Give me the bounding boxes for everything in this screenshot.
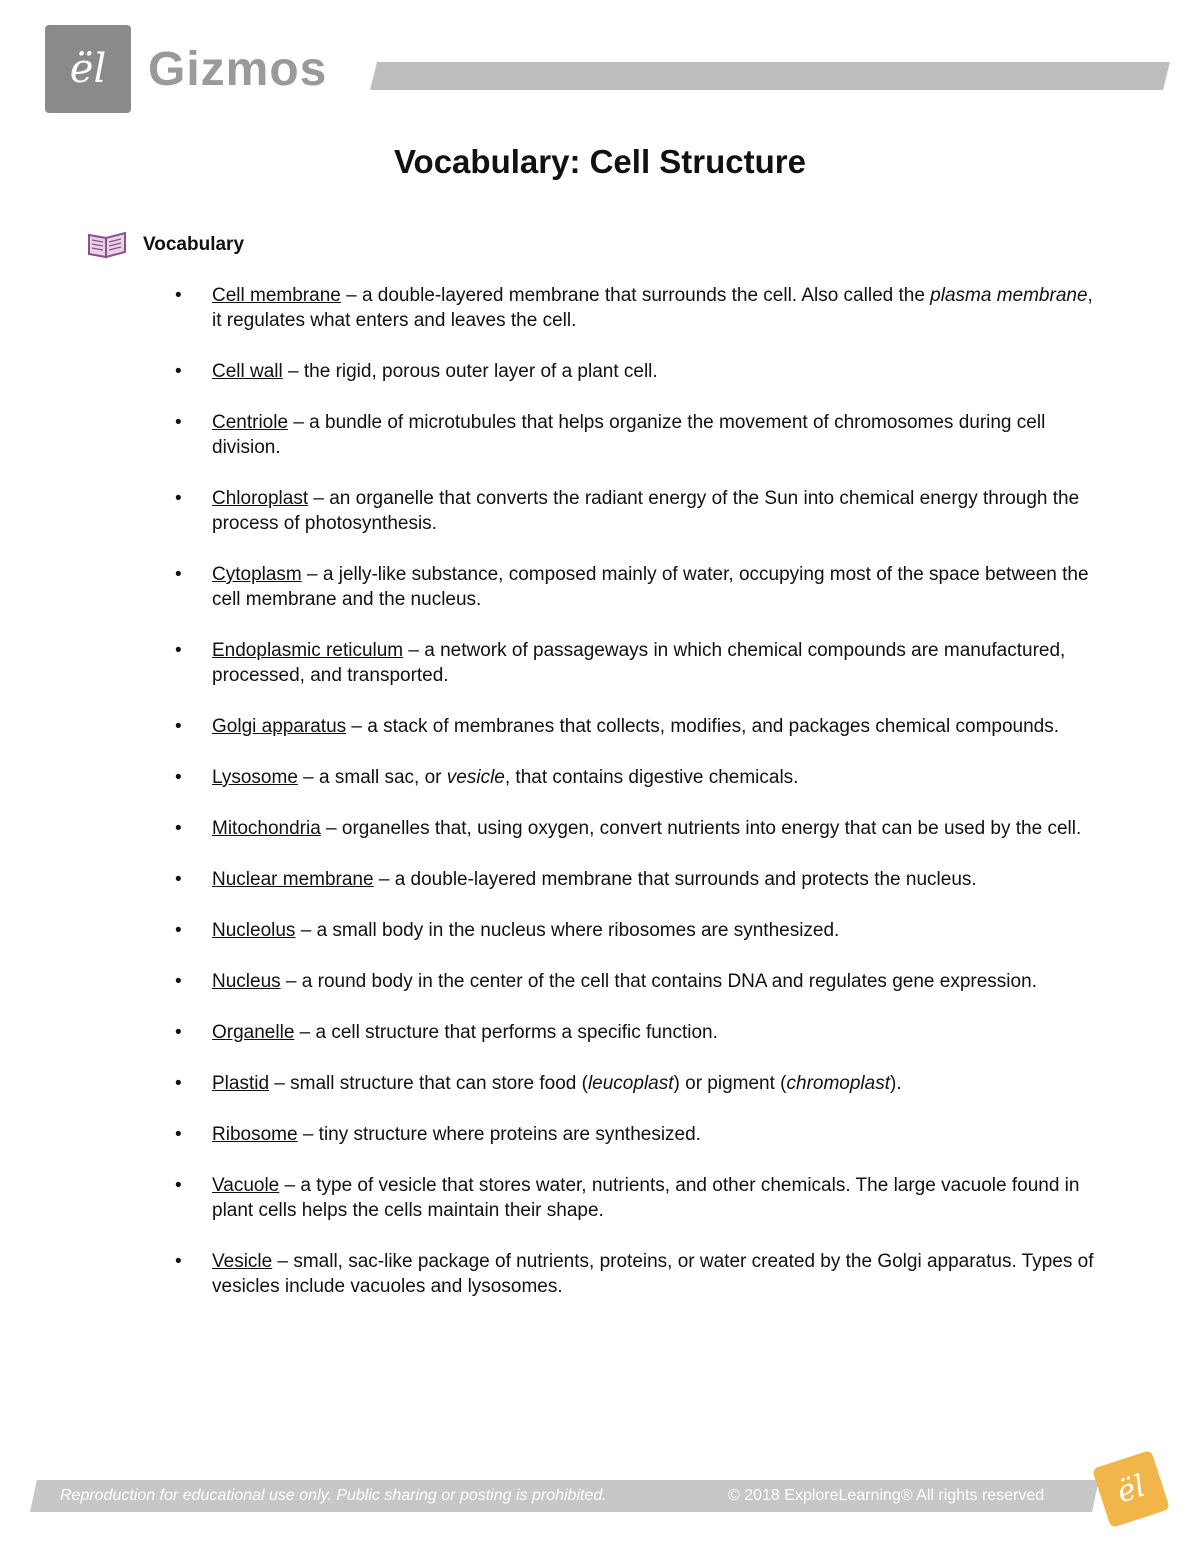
section-label: Vocabulary <box>143 234 245 255</box>
header-bar <box>370 62 1170 90</box>
vocab-term: Nucleolus <box>212 920 296 941</box>
definition-text: a type of vesicle that stores water, nutrients, and other chemicals. The large vacuole found in plant cells helps the cells maintain their shape. <box>212 1175 1080 1221</box>
term-separator: – <box>340 285 362 306</box>
vocab-term: Organelle <box>212 1022 295 1043</box>
definition-text: tiny structure where proteins are synthesized. <box>318 1124 701 1145</box>
vocab-entry <box>175 283 1105 333</box>
explorelearning-logo: ël <box>45 25 131 113</box>
bullet: • <box>175 488 182 509</box>
bullet: • <box>175 767 182 788</box>
bullet: • <box>175 640 182 661</box>
vocab-entry <box>175 1071 1105 1096</box>
vocab-term: Cell wall <box>212 361 283 382</box>
definition-text: small structure that can store food ( <box>290 1073 588 1094</box>
vocab-entry <box>175 1122 1105 1147</box>
bullet: • <box>175 716 182 737</box>
bullet: • <box>175 971 182 992</box>
term-separator: – <box>272 1251 294 1272</box>
vocab-entry <box>175 359 1105 384</box>
footer-copyright: © 2018 ExploreLearning® All rights reserved <box>728 1487 1045 1504</box>
term-separator: – <box>373 869 395 890</box>
bullet: • <box>175 1022 182 1043</box>
term-separator: – <box>269 1073 291 1094</box>
term-separator: – <box>297 767 320 788</box>
bullet: • <box>175 920 182 941</box>
term-separator: – <box>297 1124 319 1145</box>
bullet: • <box>175 1124 182 1145</box>
bullet: • <box>175 361 182 382</box>
vocab-entry <box>175 816 1105 841</box>
footer-notice: Reproduction for educational use only. Public sharing or posting is prohibited. <box>60 1487 607 1504</box>
definition-text: a cell structure that performs a specific function. <box>315 1022 718 1043</box>
definition-text: organelles that, using oxygen, convert nutrients into energy that can be used by the cell. <box>341 818 1082 839</box>
vocabulary-list <box>175 283 1105 1325</box>
term-separator: – <box>295 920 317 941</box>
bullet: • <box>175 1073 182 1094</box>
definition-text: , it regulates what enters and leaves the cell. <box>212 285 1093 331</box>
definition-italic-text: leucoplast <box>587 1073 674 1094</box>
vocab-term: Vesicle <box>212 1251 273 1272</box>
definition-text: a jelly-like substance, composed mainly of water, occupying most of the space between the cell membrane and the nucleus. <box>212 564 1089 610</box>
definition-text: , that contains digestive chemicals. <box>504 767 799 788</box>
vocab-term: Nucleus <box>212 971 281 992</box>
vocab-term: Plastid <box>212 1073 270 1094</box>
gizmos-brand-name: Gizmos <box>148 43 328 96</box>
definition-text: a small body in the nucleus where ribosomes are synthesized. <box>316 920 840 941</box>
vocab-entry <box>175 562 1105 612</box>
bullet: • <box>175 412 182 433</box>
vocab-term: Cytoplasm <box>212 564 302 585</box>
term-separator: – <box>294 1022 316 1043</box>
book-icon <box>86 230 128 260</box>
definition-text: the rigid, porous outer layer of a plant cell. <box>303 361 658 382</box>
vocab-entry <box>175 638 1105 688</box>
vocab-term: Cell membrane <box>212 285 341 306</box>
vocab-term: Endoplasmic reticulum <box>212 640 404 661</box>
vocab-entry <box>175 918 1105 943</box>
vocabulary-section-heading <box>86 229 244 261</box>
definition-text: an organelle that converts the radiant energy of the Sun into chemical energy through the process of photosynthesis. <box>212 488 1080 534</box>
bullet: • <box>175 869 182 890</box>
definition-italic-text: chromoplast <box>786 1073 890 1094</box>
bullet: • <box>175 285 182 306</box>
bullet: • <box>175 1175 182 1196</box>
definition-text: small, sac-like package of nutrients, proteins, or water created by the Golgi apparatus. Types of vesicles include vacuoles and lysosomes. <box>212 1251 1094 1297</box>
vocab-entry <box>175 1249 1105 1299</box>
vocab-entry <box>175 1173 1105 1223</box>
definition-text: a double-layered membrane that surrounds the cell. Also called the <box>361 285 931 306</box>
term-separator: – <box>301 564 323 585</box>
footer-logo: ël <box>1092 1450 1170 1528</box>
definition-text: a round body in the center of the cell that contains DNA and regulates gene expression. <box>301 971 1037 992</box>
definition-italic-text: plasma membrane <box>930 285 1088 306</box>
term-separator: – <box>403 640 425 661</box>
term-separator: – <box>346 716 368 737</box>
definition-text: a double-layered membrane that surrounds and protects the nucleus. <box>394 869 977 890</box>
vocab-term: Golgi apparatus <box>212 716 347 737</box>
term-separator: – <box>320 818 342 839</box>
vocab-entry <box>175 714 1105 739</box>
definition-text: a small sac, or <box>319 767 447 788</box>
vocab-term: Vacuole <box>212 1175 280 1196</box>
definition-text: ) or pigment ( <box>673 1073 787 1094</box>
bullet: • <box>175 1251 182 1272</box>
vocab-entry <box>175 1020 1105 1045</box>
vocab-term: Chloroplast <box>212 488 309 509</box>
definition-text: a network of passageways in which chemical compounds are manufactured, processed, and transported. <box>212 640 1066 686</box>
term-separator: – <box>280 971 302 992</box>
document-title: Vocabulary: Cell Structure <box>393 143 806 180</box>
term-separator: – <box>288 412 310 433</box>
vocab-entry <box>175 486 1105 536</box>
term-separator: – <box>279 1175 301 1196</box>
vocab-term: Ribosome <box>212 1124 298 1145</box>
definition-text: a bundle of microtubules that helps organize the movement of chromosomes during cell division. <box>212 412 1046 458</box>
bullet: • <box>175 818 182 839</box>
vocab-entry <box>175 969 1105 994</box>
definition-italic-text: vesicle <box>446 767 505 788</box>
definition-text: a stack of membranes that collects, modifies, and packages chemical compounds. <box>367 716 1060 737</box>
vocab-term: Mitochondria <box>212 818 321 839</box>
definition-text: ). <box>890 1073 902 1094</box>
vocab-term: Nuclear membrane <box>212 869 374 890</box>
bullet: • <box>175 564 182 585</box>
vocab-term: Lysosome <box>212 767 298 788</box>
vocab-entry <box>175 867 1105 892</box>
vocab-term: Centriole <box>212 412 289 433</box>
vocab-entry <box>175 410 1105 460</box>
vocab-entry <box>175 765 1105 790</box>
term-separator: – <box>282 361 304 382</box>
term-separator: – <box>308 488 330 509</box>
